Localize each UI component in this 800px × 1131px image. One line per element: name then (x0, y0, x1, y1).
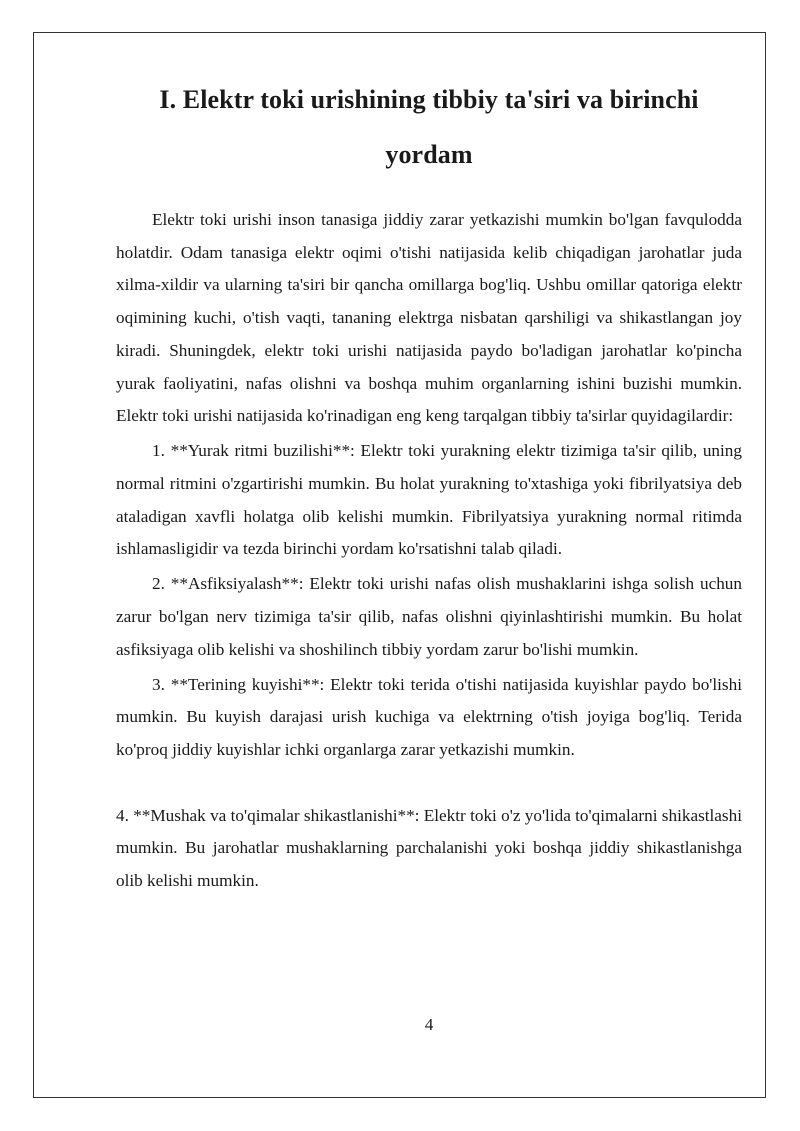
document-body (116, 72, 742, 898)
list-item-skin-burns: 3. **Terining kuyishi**: Elektr toki terida o'tishi natijasida kuyishlar paydo bo'lishi mumkin. Bu kuyish darajasi urish kuchiga va elektrning o'tish joyiga bog'liq. Terida ko'proq jiddiy kuyishlar ichki organlarga zarar yetkazishi mumkin. (116, 674, 742, 760)
section-title: I. Elektr toki urishining tibbiy ta'siri va birinchi yordam (159, 85, 699, 169)
page-number: 4 (424, 1015, 434, 1034)
list-item-asphyxia: 2. **Asfiksiyalash**: Elektr toki urishi nafas olish mushaklarini ishga solish uchun zarur bo'lgan nerv tizimiga ta'sir qilib, nafas olishni qiyinlashtirishi mumkin. Bu holat asfiksiyaga olib kelishi va shoshilinch tibbiy yordam zarur bo'lishi mumkin. (116, 574, 742, 659)
list-item-heart-rhythm: 1. **Yurak ritmi buzilishi**: Elektr toki yurakning elektr tizimiga ta'sir qilib, uning normal ritmini o'zgartirishi mumkin. Bu holat yurakning to'xtashiga yoki fibrilyatsiya deb ataladigan xavfli holatga olib kelishi mumkin. Fibrilyatsiya yurakning normal ritimda ishlamasligidir va tezda birinchi yordam ko'rsatishni talab qiladi. (116, 441, 742, 559)
list-item-muscle-tissue: 4. **Mushak va to'qimalar shikastlanishi**: Elektr toki o'z yo'lida to'qimalarni shikastlashi mumkin. Bu jarohatlar mushaklarning parchalanishi yoki boshqa jiddiy shikastlanishga olib kelishi mumkin. (116, 805, 742, 890)
intro-paragraph: Elektr toki urishi inson tanasiga jiddiy zarar yetkazishi mumkin bo'lgan favqulodda holatdir. Odam tanasiga elektr oqimi o'tishi natijasida kelib chiqadigan jarohatlar juda xilma-xildir va ularning ta'siri bir qancha omillarga bog'liq. Ushbu omillar qatoriga elektr oqimining kuchi, o'tish vaqti, tananing elektrga nisbatan qarshiligi va shikastlangan joy kiradi. Shuningdek, elektr toki urishi natijasida paydo bo'ladigan jarohatlar ko'pincha yurak faoliyatini, nafas olishni va boshqa muhim organlarning ishini buzishi mumkin. Elektr toki urishi natijasida ko'rinadigan eng keng tarqalgan tibbiy ta'sirlar quyidagilardir: (116, 210, 742, 426)
